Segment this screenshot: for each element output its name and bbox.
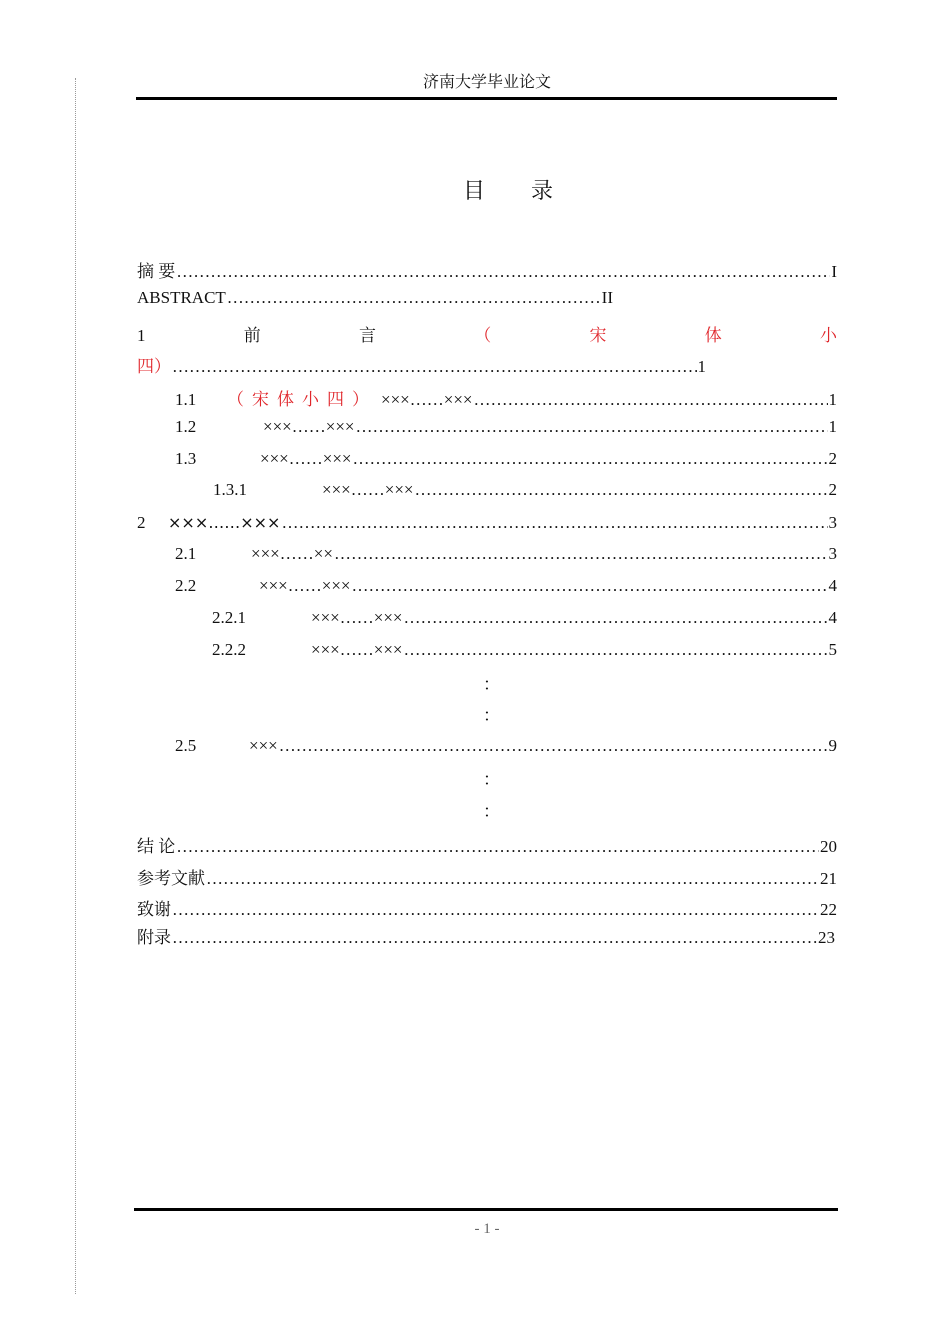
entry-label: ×××……×××	[263, 417, 355, 436]
entry-label: ×××……×××	[311, 640, 403, 659]
dot-leader	[172, 928, 817, 948]
toc-entry-2-5[interactable]	[175, 736, 837, 760]
dot-leader	[334, 544, 828, 564]
dot-leader	[352, 576, 828, 596]
header-rule	[136, 97, 837, 100]
dot-leader	[206, 869, 819, 889]
entry-label: 结 论	[137, 837, 176, 856]
dot-leader	[227, 288, 601, 308]
entry-label: ×××……×××	[311, 608, 403, 627]
entry-label: 参考文献	[137, 869, 205, 888]
entry-num: 2.2.1	[212, 608, 246, 627]
toc-entry-thanks[interactable]	[137, 895, 837, 919]
toc-entry-abstract-en[interactable]	[137, 288, 613, 312]
toc-entry-conclusion[interactable]	[137, 832, 837, 856]
entry-num: 1.1	[175, 390, 197, 409]
entry-page: 1	[828, 417, 837, 436]
entry-note: 体	[704, 326, 722, 345]
entry-label: 附录	[137, 928, 171, 947]
entry-note: （宋体小四）	[227, 390, 377, 409]
entry-num: 2.2.2	[212, 640, 246, 659]
entry-label: 致谢	[137, 900, 171, 919]
entry-page: 4	[828, 576, 837, 595]
dot-leader	[172, 900, 819, 920]
entry-page: 1	[828, 390, 837, 409]
entry-label: ×××……×××	[259, 576, 351, 595]
entry-label: ×××……××	[251, 544, 333, 563]
entry-num: 1.3.1	[213, 480, 247, 499]
entry-page: I	[831, 262, 837, 281]
toc-entry-1-2[interactable]	[175, 417, 837, 441]
dot-leader	[415, 480, 828, 500]
dot-leader	[356, 417, 828, 437]
entry-page: 23	[818, 928, 835, 947]
entry-num: 1.2	[175, 417, 197, 436]
toc-entry-ch1-cont[interactable]	[137, 352, 706, 376]
dot-leader	[172, 357, 697, 377]
entry-page: 1	[697, 357, 706, 376]
dot-leader	[404, 608, 828, 628]
toc-entry-2-2[interactable]	[175, 576, 837, 600]
entry-page: 22	[820, 900, 837, 919]
dot-leader	[353, 449, 828, 469]
entry-label: 前	[243, 326, 261, 345]
toc-entry-ch2[interactable]	[137, 513, 837, 537]
entry-page: 9	[828, 736, 837, 755]
entry-page: 5	[828, 640, 837, 659]
entry-label: ×××	[249, 736, 278, 755]
toc-entry-1-3[interactable]	[175, 449, 837, 473]
toc-entry-2-2-1[interactable]	[212, 608, 837, 632]
footer-rule	[134, 1208, 838, 1211]
toc-title: 目录	[463, 179, 600, 204]
ellipsis-mark: ：	[483, 706, 500, 725]
toc-entry-appendix[interactable]	[137, 923, 835, 947]
entry-label: ×××……×××	[168, 513, 281, 532]
toc-entry-1-1[interactable]	[175, 385, 837, 409]
entry-label: 摘 要	[137, 262, 176, 281]
toc-entry-references[interactable]	[137, 864, 837, 888]
entry-num: 1.3	[175, 449, 197, 468]
header-title: 济南大学毕业论文	[422, 74, 551, 91]
dot-leader	[176, 262, 830, 282]
ellipsis-mark: ：	[483, 802, 500, 821]
entry-page: 20	[820, 837, 837, 856]
entry-label: ×××……×××	[260, 449, 352, 468]
toc-entry-ch1[interactable]	[137, 321, 837, 345]
dot-leader	[404, 640, 828, 660]
entry-note: 宋	[589, 326, 607, 345]
entry-page: 2	[828, 480, 837, 499]
entry-label: ABSTRACT	[137, 288, 226, 307]
entry-label: 言	[359, 326, 376, 345]
dot-leader	[474, 390, 828, 410]
ellipsis-mark: ：	[483, 675, 500, 694]
entry-label: ×××……×××	[322, 480, 414, 499]
entry-num: 2	[137, 513, 146, 532]
toc-entry-2-2-2[interactable]	[212, 640, 837, 664]
toc-entry-2-1[interactable]	[175, 544, 837, 568]
entry-num: 2.5	[175, 736, 197, 755]
dot-leader	[279, 736, 828, 756]
entry-num: 2.2	[175, 576, 197, 595]
toc-entry-abstract-cn[interactable]	[137, 257, 837, 281]
binding-margin-line	[75, 78, 76, 1294]
entry-page: 3	[828, 544, 837, 563]
entry-num: 1	[137, 326, 146, 345]
entry-page: II	[601, 288, 613, 307]
page-number: - 1 -	[474, 1221, 500, 1237]
entry-page: 2	[828, 449, 837, 468]
entry-page: 21	[820, 869, 837, 888]
dot-leader	[176, 837, 819, 857]
dot-leader	[281, 513, 827, 533]
ellipsis-mark: ：	[483, 770, 500, 789]
entry-page: 3	[828, 513, 837, 532]
entry-num: 2.1	[175, 544, 197, 563]
entry-note: 四）	[137, 357, 171, 376]
toc-entry-1-3-1[interactable]	[213, 480, 837, 504]
entry-page: 4	[828, 608, 837, 627]
entry-label: ×××……×××	[381, 390, 473, 409]
entry-note: 小	[820, 326, 837, 345]
entry-note: （	[474, 326, 492, 345]
